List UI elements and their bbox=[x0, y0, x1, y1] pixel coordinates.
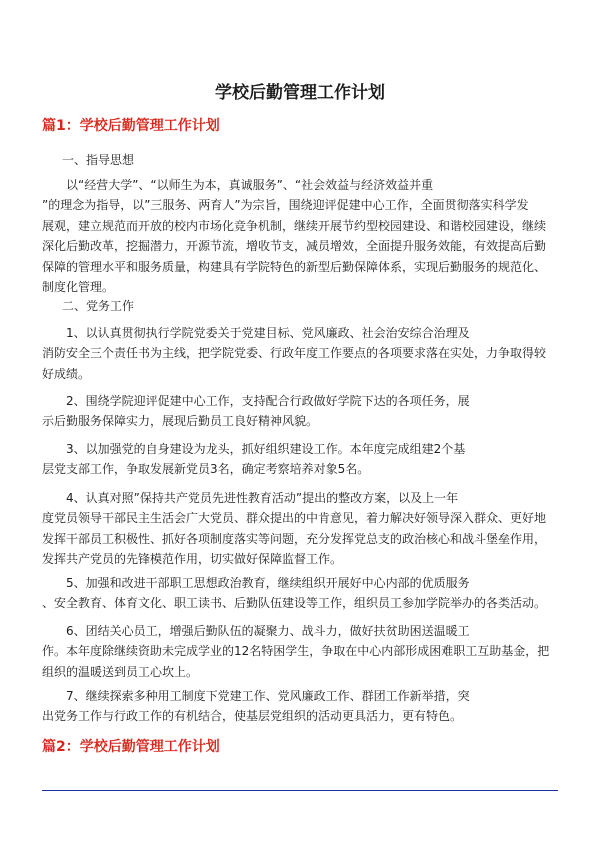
text-line: 消防安全三个责任书为主线，把学院党委、行政年度工作要点的各项要求落在实处，力争取得较 bbox=[42, 346, 547, 361]
text-line: 1、以认真贯彻执行学院党委关于党建目标、党风廉政、社会治安综合治理及 bbox=[66, 326, 470, 340]
text-line: 示后勤服务保障实力，展现后勤员工良好精神风貌。 bbox=[42, 414, 319, 429]
party-item-2 bbox=[42, 391, 570, 432]
text-line: 度党员领导干部民主生活会广大党员、群众提出的中肯意见，着力解决好领导深入群众、更好地 bbox=[42, 511, 547, 526]
party-item-1 bbox=[42, 323, 570, 384]
party-item-7 bbox=[42, 686, 570, 727]
section-1-heading: 篇1：学校后勤管理工作计划 bbox=[42, 118, 220, 134]
party-item-4 bbox=[42, 488, 570, 570]
text-line: 好成绩。 bbox=[42, 366, 91, 381]
document-title: 学校后勤管理工作计划 bbox=[215, 83, 385, 103]
text-line: 7、继续探索多种用工制度下党建工作、党风廉政工作、群团工作新举措，突 bbox=[66, 689, 470, 703]
party-heading: 二、党务工作 bbox=[62, 299, 135, 313]
text-line: ”的理念为指导，以”三服务、两育人”为宗旨，围绕迎评促建中心工作，全面贯彻落实科学发 bbox=[42, 198, 529, 213]
party-item-5 bbox=[42, 573, 570, 614]
text-line: 6、团结关心员工，增强后勤队伍的凝聚力、战斗力，做好扶贫助困送温暖工 bbox=[66, 624, 470, 638]
guiding-paragraph bbox=[42, 175, 570, 297]
guiding-heading: 一、指导思想 bbox=[62, 153, 135, 167]
party-item-3 bbox=[42, 439, 570, 480]
text-line: 组织的温暖送到员工心坎上。 bbox=[42, 664, 199, 679]
text-line: 作。本年度除继续资助未完成学业的12名特困学生，争取在中心内部形成困难职工互助基金，把 bbox=[42, 644, 550, 659]
text-line: 深化后勤改革，挖掘潜力，开源节流，增收节支，减员增效，全面提升服务效能，有效提高后勤 bbox=[42, 239, 547, 254]
text-line: 4、认真对照”保持共产党员先进性教育活动”提出的整改方案，以及上一年 bbox=[66, 491, 459, 505]
text-line: 发挥共产党员的先锋模范作用，切实做好保障监督工作。 bbox=[42, 552, 343, 567]
text-line: 发挥干部员工积极性、抓好各项制度落实等问题，充分发挥党总支的政治核心和战斗堡垒作用， bbox=[42, 531, 547, 546]
text-line: 、安全教育、体育文化、职工读书、后勤队伍建设等工作，组织员工参加学院举办的各类活动。 bbox=[42, 596, 547, 611]
text-line: 2、围绕学院迎评促建中心工作，支持配合行政做好学院下达的各项任务，展 bbox=[66, 394, 470, 408]
text-line: 以“经营大学”、“以师生为本，真诚服务”、“社会效益与经济效益并重 bbox=[66, 178, 434, 192]
text-line: 出党务工作与行政工作的有机结合，使基层党组织的活动更具活力，更有特色。 bbox=[42, 709, 463, 724]
text-line: 5、加强和改进干部职工思想政治教育，继续组织开展好中心内部的优质服务 bbox=[66, 576, 470, 590]
text-line: 层党支部工作，争取发展新党员3名，确定考察培养对象5名。 bbox=[42, 462, 370, 477]
text-line: 保障的管理水平和服务质量，构建具有学院特色的新型后勤保障体系，实现后勤服务的规范化、 bbox=[42, 259, 547, 274]
footer-divider bbox=[42, 790, 558, 791]
text-line: 展观，建立规范而开放的校内市场化竞争机制，继续开展节约型校园建设、和谐校园建设，继续 bbox=[42, 218, 547, 233]
party-item-6 bbox=[42, 621, 570, 682]
text-line: 制度化管理。 bbox=[42, 280, 115, 295]
text-line: 3、以加强党的自身建设为龙头，抓好组织建设工作。本年度完成组建2个基 bbox=[66, 442, 466, 456]
section-2-heading: 篇2：学校后勤管理工作计划 bbox=[42, 739, 220, 755]
